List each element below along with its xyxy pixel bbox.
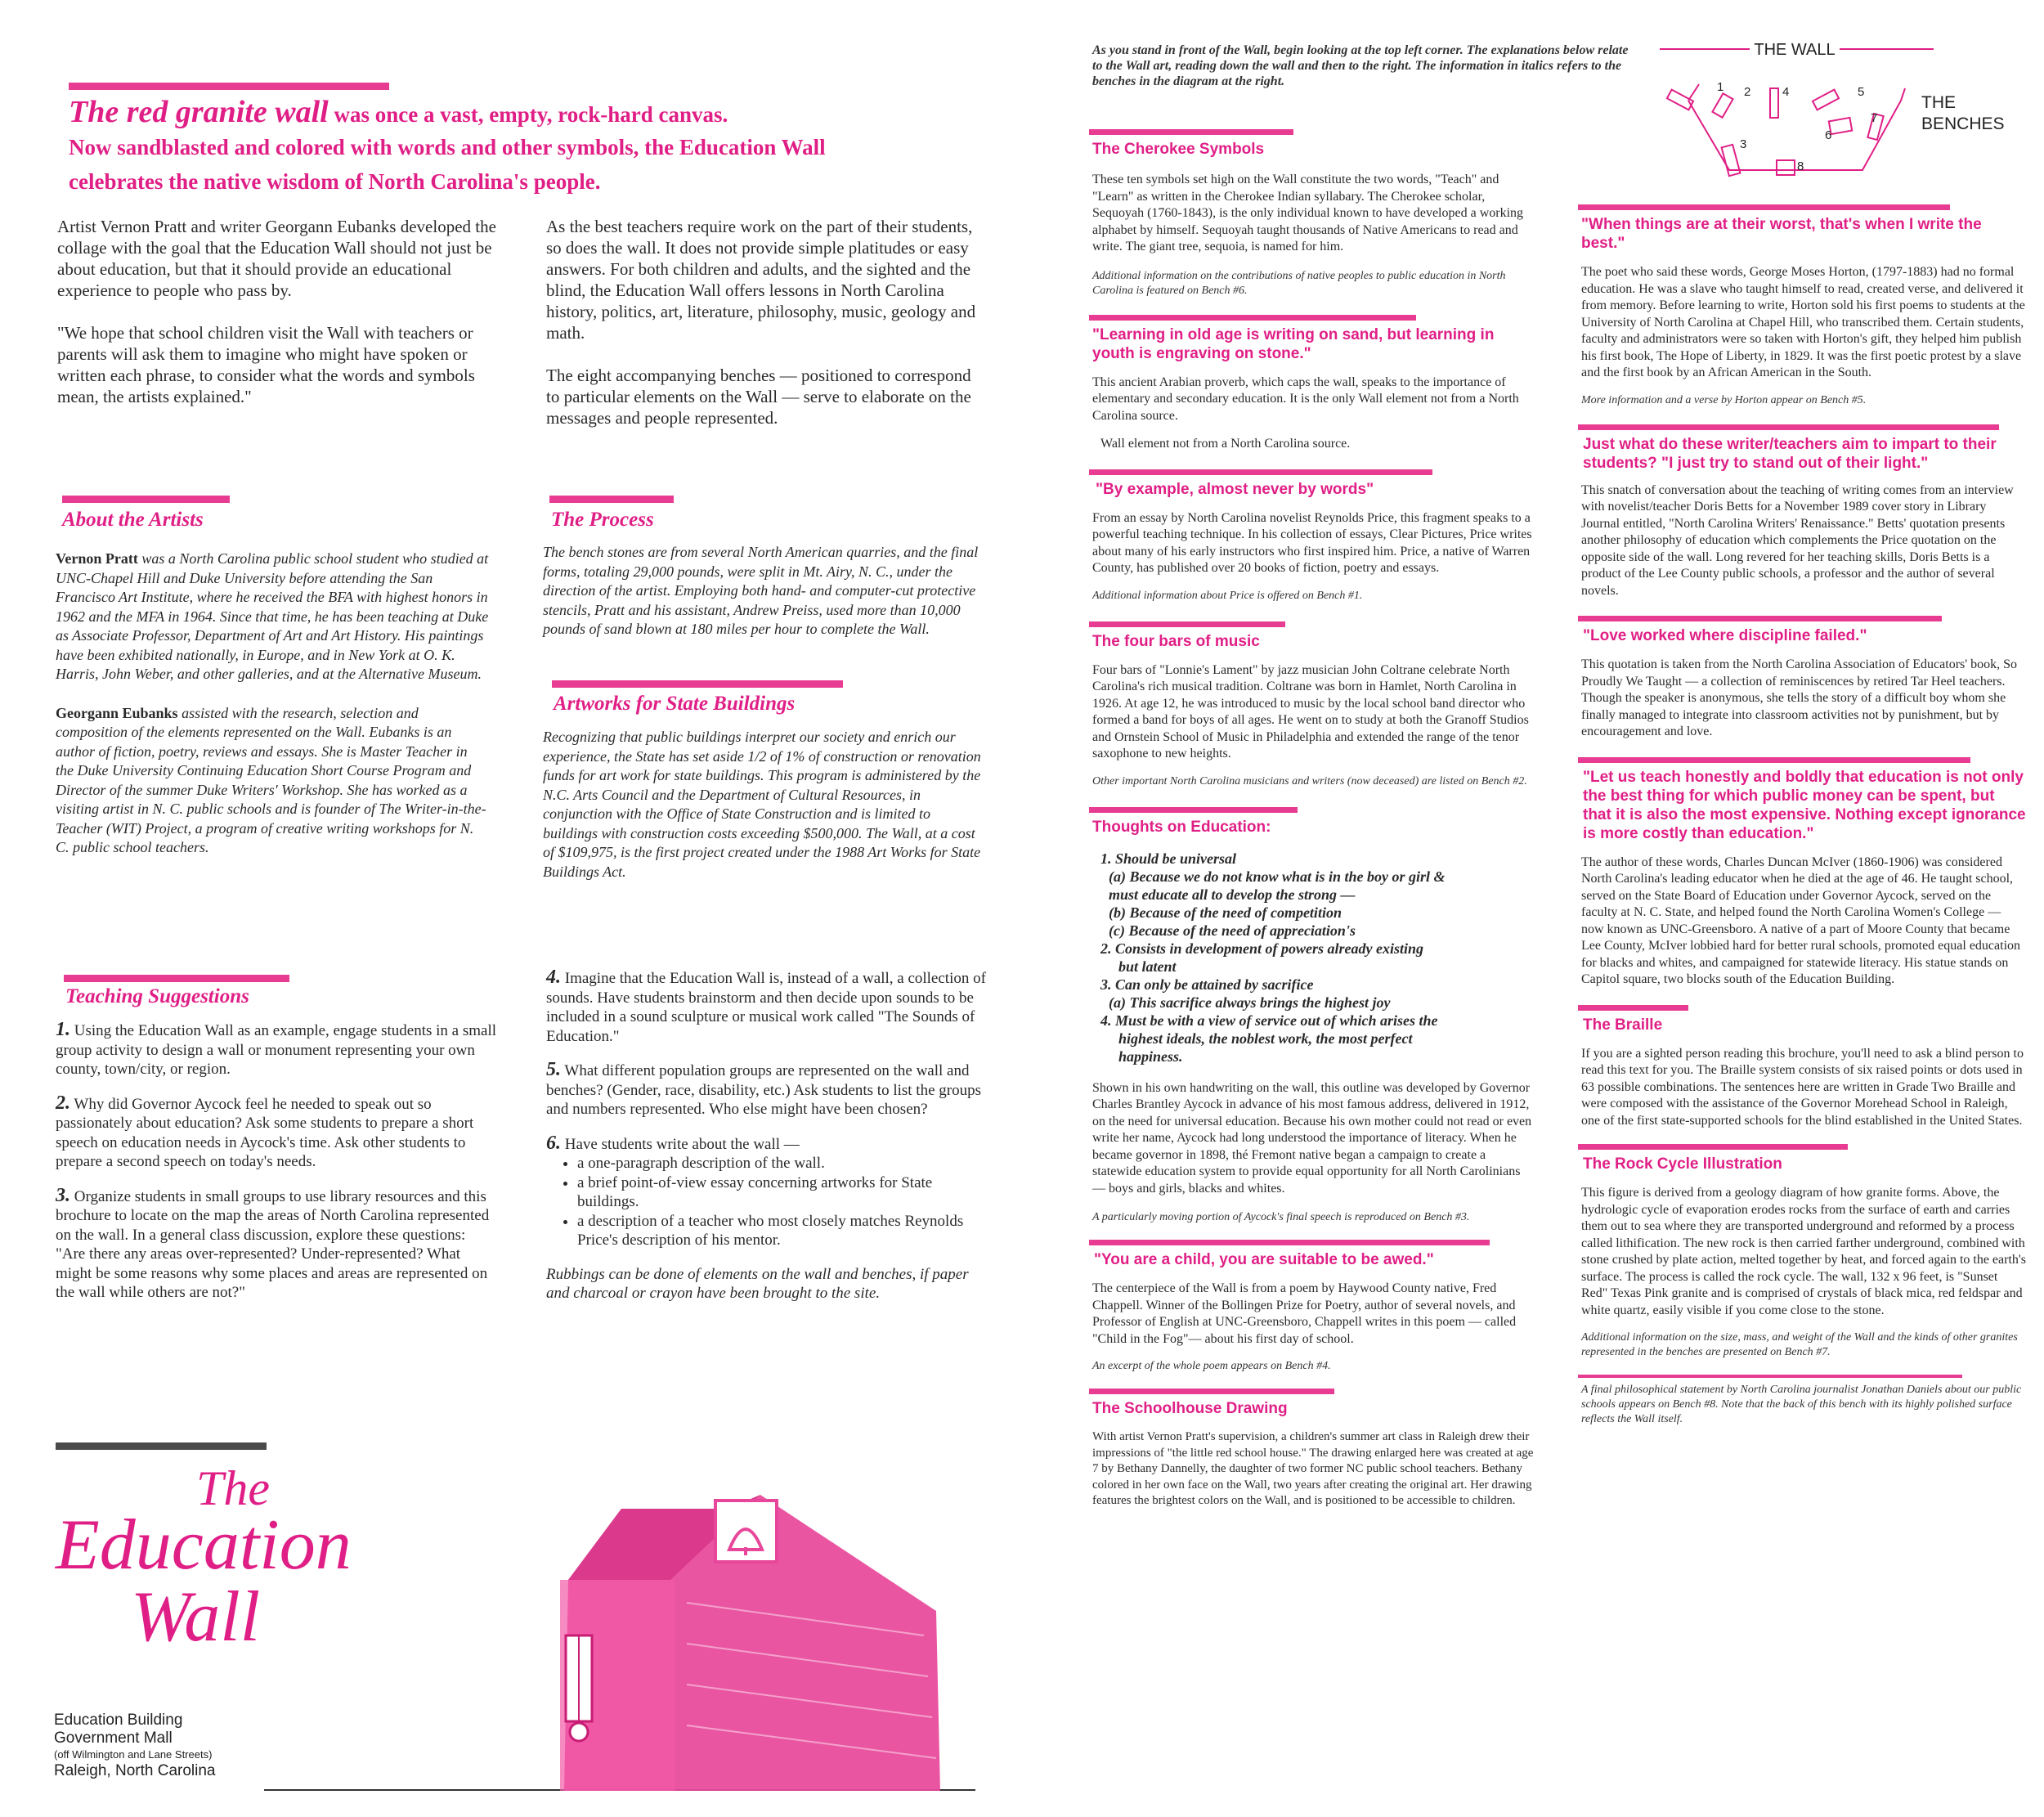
- arabian-text: This ancient Arabian proverb, which caps the wall, speaks to the importance of elementary and secondary education. It is the only Wall element not from a North Carolina source.: [1092, 375, 1519, 423]
- cherokee-bar: [1089, 129, 1293, 135]
- schoolhouse-drawing-icon: [523, 1488, 981, 1791]
- pratt-name: Vernon Pratt: [56, 550, 138, 567]
- artworks-body: [543, 728, 984, 882]
- horton-text: The poet who said these words, George Moses Horton, (1797-1883) had no formal education. He was a slave who taught himself to read, created verse, and delivered it from memory. Before learning to write, Horton sold his first poems to students at the University of North Carolina at Chapel Hill, who transcribed them. Certain students, faculty and administrators were so taken with Horton's gift, they helped him publish his first book, The Hope of Liberty, in 1829. It was the first poetic protest by a slave and the first book by an African American in the South.: [1581, 265, 2025, 379]
- intro-col1-p2: "We hope that school children visit the Wall with teachers or parents will ask them to imagine who might have spoken or written each phrase, to consider what the words and symbols mean, the artists explained.": [57, 323, 475, 406]
- bench-number: 3: [1740, 137, 1747, 151]
- diagram-benches-label-2: BENCHES: [1921, 114, 2005, 133]
- bench-number: 6: [1825, 128, 1832, 142]
- example-text: From an essay by North Carolina novelist Reynolds Price, this fragment speaks to a powerful teaching technique. In his collection of essays, Clear Pictures, Price writes about many of his early instructors who first inspired him. Price, a native of Warren County, has published over 20 books of fiction, poetry and essays.: [1092, 510, 1532, 575]
- mciver-bar: [1578, 757, 1970, 763]
- thoughts-text: Shown in his own handwriting on the wall, this outline was developed by Governor Charles Brantley Aycock in advance of his most famous address, delivered in 1912, on the need for universal education. Because his own mother could not read or even write her name, Aycock had long understood the importance of literacy. When he became governor in 1898, thé Fremont native began a campaign to create a statewide education system to provide equal opportunity for all North Carolinians — boys and girls, blacks and whites.: [1092, 1080, 1532, 1196]
- betts-heading: Just what do these writer/teachers aim to impart to their students? "I just try to stand out of their light.": [1583, 435, 1997, 472]
- love-bar: [1578, 616, 1942, 621]
- teaching-item-1: 1. Using the Education Wall as an example, engage students in a small group activity to design a wall or monument representing your own county, town/city, or region.: [56, 1019, 497, 1078]
- teaching-item-2: 2. Why did Governor Aycock feel he needed to speak out so passionately about education? Ask some students to prepare a short speech on education needs in Aycock's time. Ask other students to prepare a second speech on today's needs.: [56, 1092, 474, 1170]
- rock-bar: [1578, 1144, 1848, 1150]
- process-text: The bench stones are from several North American quarries, and the final forms, totaling 29,000 pounds, were split in Mt. Airy, N. C., under the direction of the artist. Employing both hand- and computer-cut protective stencils, Pratt and his assistant, Andrew Preiss, used more than 10,000 pounds of sand blown at 180 miles per hour to complete the Wall.: [543, 544, 979, 637]
- teaching-item-5: 5. What different population groups are represented on the wall and benches? (Gender, race, disability, etc.) Ask students to list the groups and numbers represented. Who else might have been chosen?: [546, 1059, 981, 1118]
- cover-title-education: Education: [56, 1505, 352, 1585]
- cherokee-note: Additional information on the contributions of native peoples to public education in North Carolina is featured on Bench #6.: [1092, 269, 1506, 297]
- eubanks-name: Georgann Eubanks: [56, 704, 178, 721]
- outline-line: 1. Should be universal: [1100, 850, 1237, 867]
- bench-number: 2: [1744, 85, 1751, 99]
- bench-diagram: [1652, 39, 2036, 195]
- bench-number: 7: [1871, 111, 1878, 125]
- teaching-bar: [64, 975, 289, 982]
- process-heading: The Process: [551, 509, 654, 531]
- eubanks-text: assisted with the research, selection and composition of the elements represented on the Wall. Eubanks is an author of fiction, poetry, reviews and essays. She is Master Teacher in the Duke University Continuing Education Short Course Program and Director of the summer Duke Writers' Workshop. She has worked as a visiting artist in N. C. public schools and is founder of The Writer-in-the-Teacher (WIT) Project, a program of creative writing workshops for N. C. public school teachers.: [56, 704, 486, 855]
- headline-line2: Now sandblasted and colored with words and other symbols, the Education Wall: [69, 135, 826, 159]
- guide-intro-text: As you stand in front of the Wall, begin looking at the top left corner. The explanations below relate to the Wall art, reading down the wall and then to the right. The information in italics refers to the benches in the diagram at the right.: [1092, 43, 1629, 88]
- mciver-text: The author of these words, Charles Duncan McIver (1860-1906) was considered North Carolina's leading educator when he died at the age of 46. He taught school, served on the State Board of Education under Governor Aycock, served on the faculty at N. C. State, and helped found the North Carolina Women's College — now known as UNC-Greensboro. A native of a part of Moore County that became Lee County, McIver lobbied hard for better rural schools, promoted equal education for blacks and whites, and campaigned for statewide literacy. His statue stands on Capitol square, two blocks south of the Education Building.: [1581, 855, 2021, 986]
- artists-bar: [62, 496, 230, 503]
- guide-intro: [1092, 43, 1638, 89]
- cover-address: [54, 1712, 216, 1780]
- intro-col2-p2: The eight accompanying benches — positioned to correspond to particular elements on the Wall — serve to elaborate on the messages and people represented.: [546, 366, 971, 428]
- outline-line: 4. Must be with a view of service out of which arises the: [1100, 1012, 1438, 1029]
- addr-line-1: Education Building: [54, 1712, 183, 1729]
- list-item: • a description of a teacher who most closely matches Reynolds Price's description of his mentor.: [577, 1212, 988, 1250]
- bench-5-icon: [1813, 90, 1839, 110]
- bench-number: 5: [1858, 85, 1865, 99]
- music-bar: [1089, 621, 1285, 627]
- diagram-wall-label: THE WALL: [1754, 41, 1836, 59]
- child-bar: [1089, 1240, 1490, 1245]
- teaching-item-4: 4. Imagine that the Education Wall is, instead of a wall, a collection of sounds. Have students brainstorm and then decide upon sounds to be included in a sound sculpture or musical work called "The Sounds of Education.": [546, 967, 986, 1045]
- rock-note: Additional information on the size, mass, and weight of the Wall and the kinds of other granites represented in the benches are presented on Bench #7.: [1581, 1331, 2018, 1358]
- outline-line: but latent: [1118, 958, 1177, 975]
- right-column: [1578, 204, 2026, 1427]
- bench-1-icon: [1667, 90, 1693, 110]
- outline-line: happiness.: [1118, 1048, 1183, 1065]
- example-note: Additional information about Price is offered on Bench #1.: [1092, 589, 1363, 602]
- bench-2-icon: [1712, 93, 1732, 118]
- betts-text: This snatch of conversation about the teaching of writing comes from an interview with novelist/teacher Doris Betts for a November 1989 cover story in Library Journal entitled, "North Carolina Writers' Renaissance." Betts' quotation presents another philosophy of education which complements the Price quotation on the opposite side of the wall. Long revered for her teaching skills, Doris Betts is a product of the Lee County public schools, a professor and the author of several novels.: [1581, 482, 2014, 598]
- bench-number: 4: [1782, 85, 1790, 99]
- outline-line: (a) This sacrifice always brings the highest joy: [1109, 994, 1391, 1011]
- intro-col1-p1: Artist Vernon Pratt and writer Georgann Eubanks developed the collage with the goal that the Education Wall should not just be about education, but that it should provide an educational experience to people who pass by.: [57, 217, 496, 300]
- artists-body: [56, 550, 489, 858]
- cherokee-text: These ten symbols set high on the Wall constitute the two words, "Teach" and "Learn" as written in the Cherokee Indian syllabary. The Cherokee scholar, Sequoyah (1760-1843), is the only individual known to have developed a working alphabet by himself. Sequoyah taught thousands of Native Americans to read and write. The giant tree, sequoia, is named for him.: [1092, 173, 1524, 253]
- process-bar: [549, 496, 674, 503]
- thoughts-note: A particularly moving portion of Aycock's final speech is reproduced on Bench #3.: [1092, 1211, 1470, 1223]
- intro-col1: [57, 216, 499, 407]
- diagram-benches-label-1: THE: [1921, 93, 1956, 112]
- outline-line: (c) Because of the need of appreciation's: [1109, 922, 1356, 939]
- headline-lead: The red granite wall: [69, 95, 329, 129]
- arabian-heading: "Learning in old age is writing on sand, but learning in youth is engraving on stone.": [1092, 325, 1495, 362]
- final-note: A final philosophical statement by North Carolina journalist Jonathan Daniels about our public schools appears on Bench #8. Note that the back of this bench with its highly polished surface reflects the Wall itself.: [1581, 1384, 2022, 1425]
- rock-heading: The Rock Cycle Illustration: [1583, 1155, 1782, 1173]
- artworks-heading: Artworks for State Buildings: [554, 693, 796, 715]
- addr-line-4: Raleigh, North Carolina: [54, 1762, 216, 1779]
- horton-heading: "When things are at their worst, that's when I write the best.": [1581, 216, 1982, 252]
- intro-accent-bar: [69, 83, 389, 90]
- example-heading: "By example, almost never by words": [1096, 480, 1374, 498]
- mciver-heading: "Let us teach honestly and boldly that education is not only the best thing for which public money can be spent, but that it is also the most expensive. Nothing except ignorance is more costly than education.": [1583, 768, 2026, 842]
- intro-col2-p1: As the best teachers require work on the part of their students, so does the wall. It does not provide simple platitudes or easy answers. For both children and adults, and the sighted and the blind, the Education Wall offers lessons in North Carolina history, politics, art, literature, philosophy, music, geology and math.: [546, 217, 976, 343]
- braille-text: If you are a sighted person reading this brochure, you'll need to ask a blind person to read this text for you. The Braille system consists of six raised points or dots used in 63 possible combinations. The sentences here are written in Grade Two Braille and were composed with the assistance of the Governor Morehead School in Raleigh, one of the first state-supported schools for the blind established in the United States.: [1581, 1046, 2024, 1128]
- thoughts-heading: Thoughts on Education:: [1092, 818, 1271, 836]
- rubbings-note: Rubbings can be done of elements on the wall and benches, if paper and charcoal or crayon have been brought to the site.: [546, 1265, 969, 1302]
- final-bar: [1578, 1375, 1962, 1378]
- horton-note: More information and a verse by Horton appear on Bench #5.: [1581, 393, 1867, 406]
- outline-line: highest ideals, the noblest work, the most perfect: [1118, 1030, 1413, 1047]
- teaching-heading: Teaching Suggestions: [65, 985, 249, 1007]
- music-text: Four bars of "Lonnie's Lament" by jazz musician John Coltrane celebrate North Carolina's rich musical tradition. Coltrane was born in Hamlet, North Carolina in 1926. At age 12, he was introduced to music by the local school band director who formed a band for boys of all ages. He went on to study at both the Granoff Studios and Ornstein School of Music in Philadelphia and extended the range of the tenor saxophone to new heights.: [1092, 662, 1529, 760]
- outline-line: 3. Can only be attained by sacrifice: [1100, 976, 1314, 993]
- arabian-bar: [1089, 315, 1416, 321]
- artworks-bar: [552, 680, 843, 688]
- child-text: The centerpiece of the Wall is from a poem by Haywood County native, Fred Chappell. Winner of the Bollingen Prize for Poetry, author of several novels, and Professor of English at UNC-Greensboro, Chappell writes in this poem — called "Child in the Fog"— about his first day of school.: [1092, 1281, 1517, 1346]
- outline-line: must educate all to develop the strong —: [1109, 886, 1356, 903]
- cherokee-heading: The Cherokee Symbols: [1092, 141, 1265, 158]
- bench-4-icon: [1770, 88, 1778, 118]
- schoolhouse-bar: [1089, 1389, 1334, 1394]
- list-item: • a brief point-of-view essay concerning artworks for State buildings.: [577, 1173, 988, 1212]
- intro-col2: [546, 216, 988, 428]
- child-note: An excerpt of the whole poem appears on Bench #4.: [1092, 1360, 1331, 1372]
- teaching-col1: [56, 1021, 497, 1317]
- child-heading: "You are a child, you are suitable to be awed.": [1094, 1251, 1434, 1268]
- headline-rest: was once a vast, empty, rock-hard canvas.: [328, 102, 728, 127]
- outline-line: (b) Because of the need of competition: [1109, 904, 1342, 921]
- schoolhouse-heading: The Schoolhouse Drawing: [1092, 1400, 1288, 1417]
- list-item: • a one-paragraph description of the wall.: [577, 1154, 988, 1173]
- outline-line: (a) Because we do not know what is in the boy or girl &: [1109, 868, 1446, 885]
- teaching-bullets: [546, 1154, 988, 1250]
- headline-line3: celebrates the native wisdom of North Carolina's people.: [69, 169, 601, 194]
- rock-text: This figure is derived from a geology diagram of how granite forms. Above, the hydrologic cycle of evaporation erodes rocks from the surface of earth and carries them out to sea where they are transported underground and reformed by a process called lithification. The new rock is then carried farther underground, combined with stone crushed by plate action, melted together by heat, and forced again to the earth's surface. The process is called the rock cycle. The wall, 132 x 96 feet, is "Sunset Red" Texas Pink granite and is comprised of crystals of black mica, red feldspar and white quartz, easily visible if you come close to the stone.: [1581, 1186, 2027, 1317]
- thoughts-bar: [1089, 807, 1298, 813]
- cover-title-wall: Wall: [131, 1577, 261, 1657]
- braille-heading: The Braille: [1583, 1016, 1663, 1034]
- arabian-repeat: Wall element not from a North Carolina source.: [1100, 437, 1351, 451]
- bench-number: 8: [1797, 159, 1804, 173]
- teaching-item-3: 3. Organize students in small groups to use library resources and this brochure to locate on the map the areas of North Carolina represented on the wall. In a general class discussion, explore these questions: "Are there any areas over-represented? Under-represented? What might be some reasons why some places and areas are represented on the wall while others are not?": [56, 1184, 490, 1301]
- addr-line-3: (off Wilmington and Lane Streets): [54, 1748, 213, 1761]
- thoughts-outline: [1100, 850, 1535, 1066]
- bench-8-icon: [1777, 160, 1795, 175]
- music-note: Other important North Carolina musicians and writers (now deceased) are listed on Bench #2.: [1092, 774, 1527, 787]
- addr-line-2: Government Mall: [54, 1730, 173, 1747]
- cover-title: [56, 1461, 464, 1676]
- cover-dark-bar: [56, 1442, 267, 1450]
- artists-heading: About the Artists: [62, 509, 204, 531]
- love-heading: "Love worked where discipline failed.": [1583, 627, 1867, 644]
- schoolhouse-text: With artist Vernon Pratt's supervision, a children's summer art class in Raleigh drew their impressions of "the little red school house." The drawing enlarged here was created at age 7 by Bethany Dannelly, the daughter of two former NC public school teachers. Bethany colored in her own face on the Wall, two years after creating the original art. Her drawing features the brightest colors on the Wall, and is positioned to be accessible to children.: [1092, 1430, 1534, 1507]
- horton-bar: [1578, 204, 1950, 210]
- music-heading: The four bars of music: [1092, 632, 1260, 650]
- pratt-text: was a North Carolina public school student who studied at UNC-Chapel Hill and Duke University before attending the San Francisco Art Institute, where he received the BFA with highest honors in 1962 and the MFA in 1964. Since that time, he has been teaching at Duke as Associate Professor, Department of Art and Art History. His paintings have been exhibited nationally, in Europe, and in New York at O. K. Harris, John Weber, and other galleries, and at the Alternative Museum.: [56, 550, 489, 682]
- teaching-item-6: 6. Have students write about the wall —: [546, 1132, 800, 1154]
- braille-bar: [1578, 1005, 1688, 1011]
- middle-column: [1089, 129, 1535, 1510]
- teaching-col2: [546, 968, 988, 1303]
- artworks-text: Recognizing that public buildings interpret our society and enrich our experience, the State has set aside 1/2 of 1% of construction or renovation funds for art work for state buildings. This program is administered by the N.C. Arts Council and the Department of Cultural Resources, in conjunction with the Office of State Construction and is limited to buildings with construction costs exceeding $500,000. The Wall, at a cost of $109,975, is the first project created under the 1988 Art Works for State Buildings Act.: [543, 729, 981, 880]
- bench-6-icon: [1829, 118, 1852, 134]
- betts-bar: [1578, 424, 1999, 430]
- cover-title-the: The: [196, 1461, 270, 1515]
- bench-3-icon: [1722, 145, 1741, 176]
- intro-headline: [69, 96, 1017, 199]
- process-body: [543, 543, 984, 639]
- love-text: This quotation is taken from the North Carolina Association of Educators' book, So Proudly We Taught — a collection of reminiscences by retired Tar Heel teachers. Though the speaker is anonymous, she tells the story of a difficult boy whom she finally managed to integrate into classroom activities not by punishment, but by encouragement and love.: [1581, 657, 2018, 738]
- outline-line: 2. Consists in development of powers already existing: [1100, 940, 1424, 957]
- example-bar: [1089, 469, 1432, 475]
- bench-number: 1: [1717, 80, 1724, 94]
